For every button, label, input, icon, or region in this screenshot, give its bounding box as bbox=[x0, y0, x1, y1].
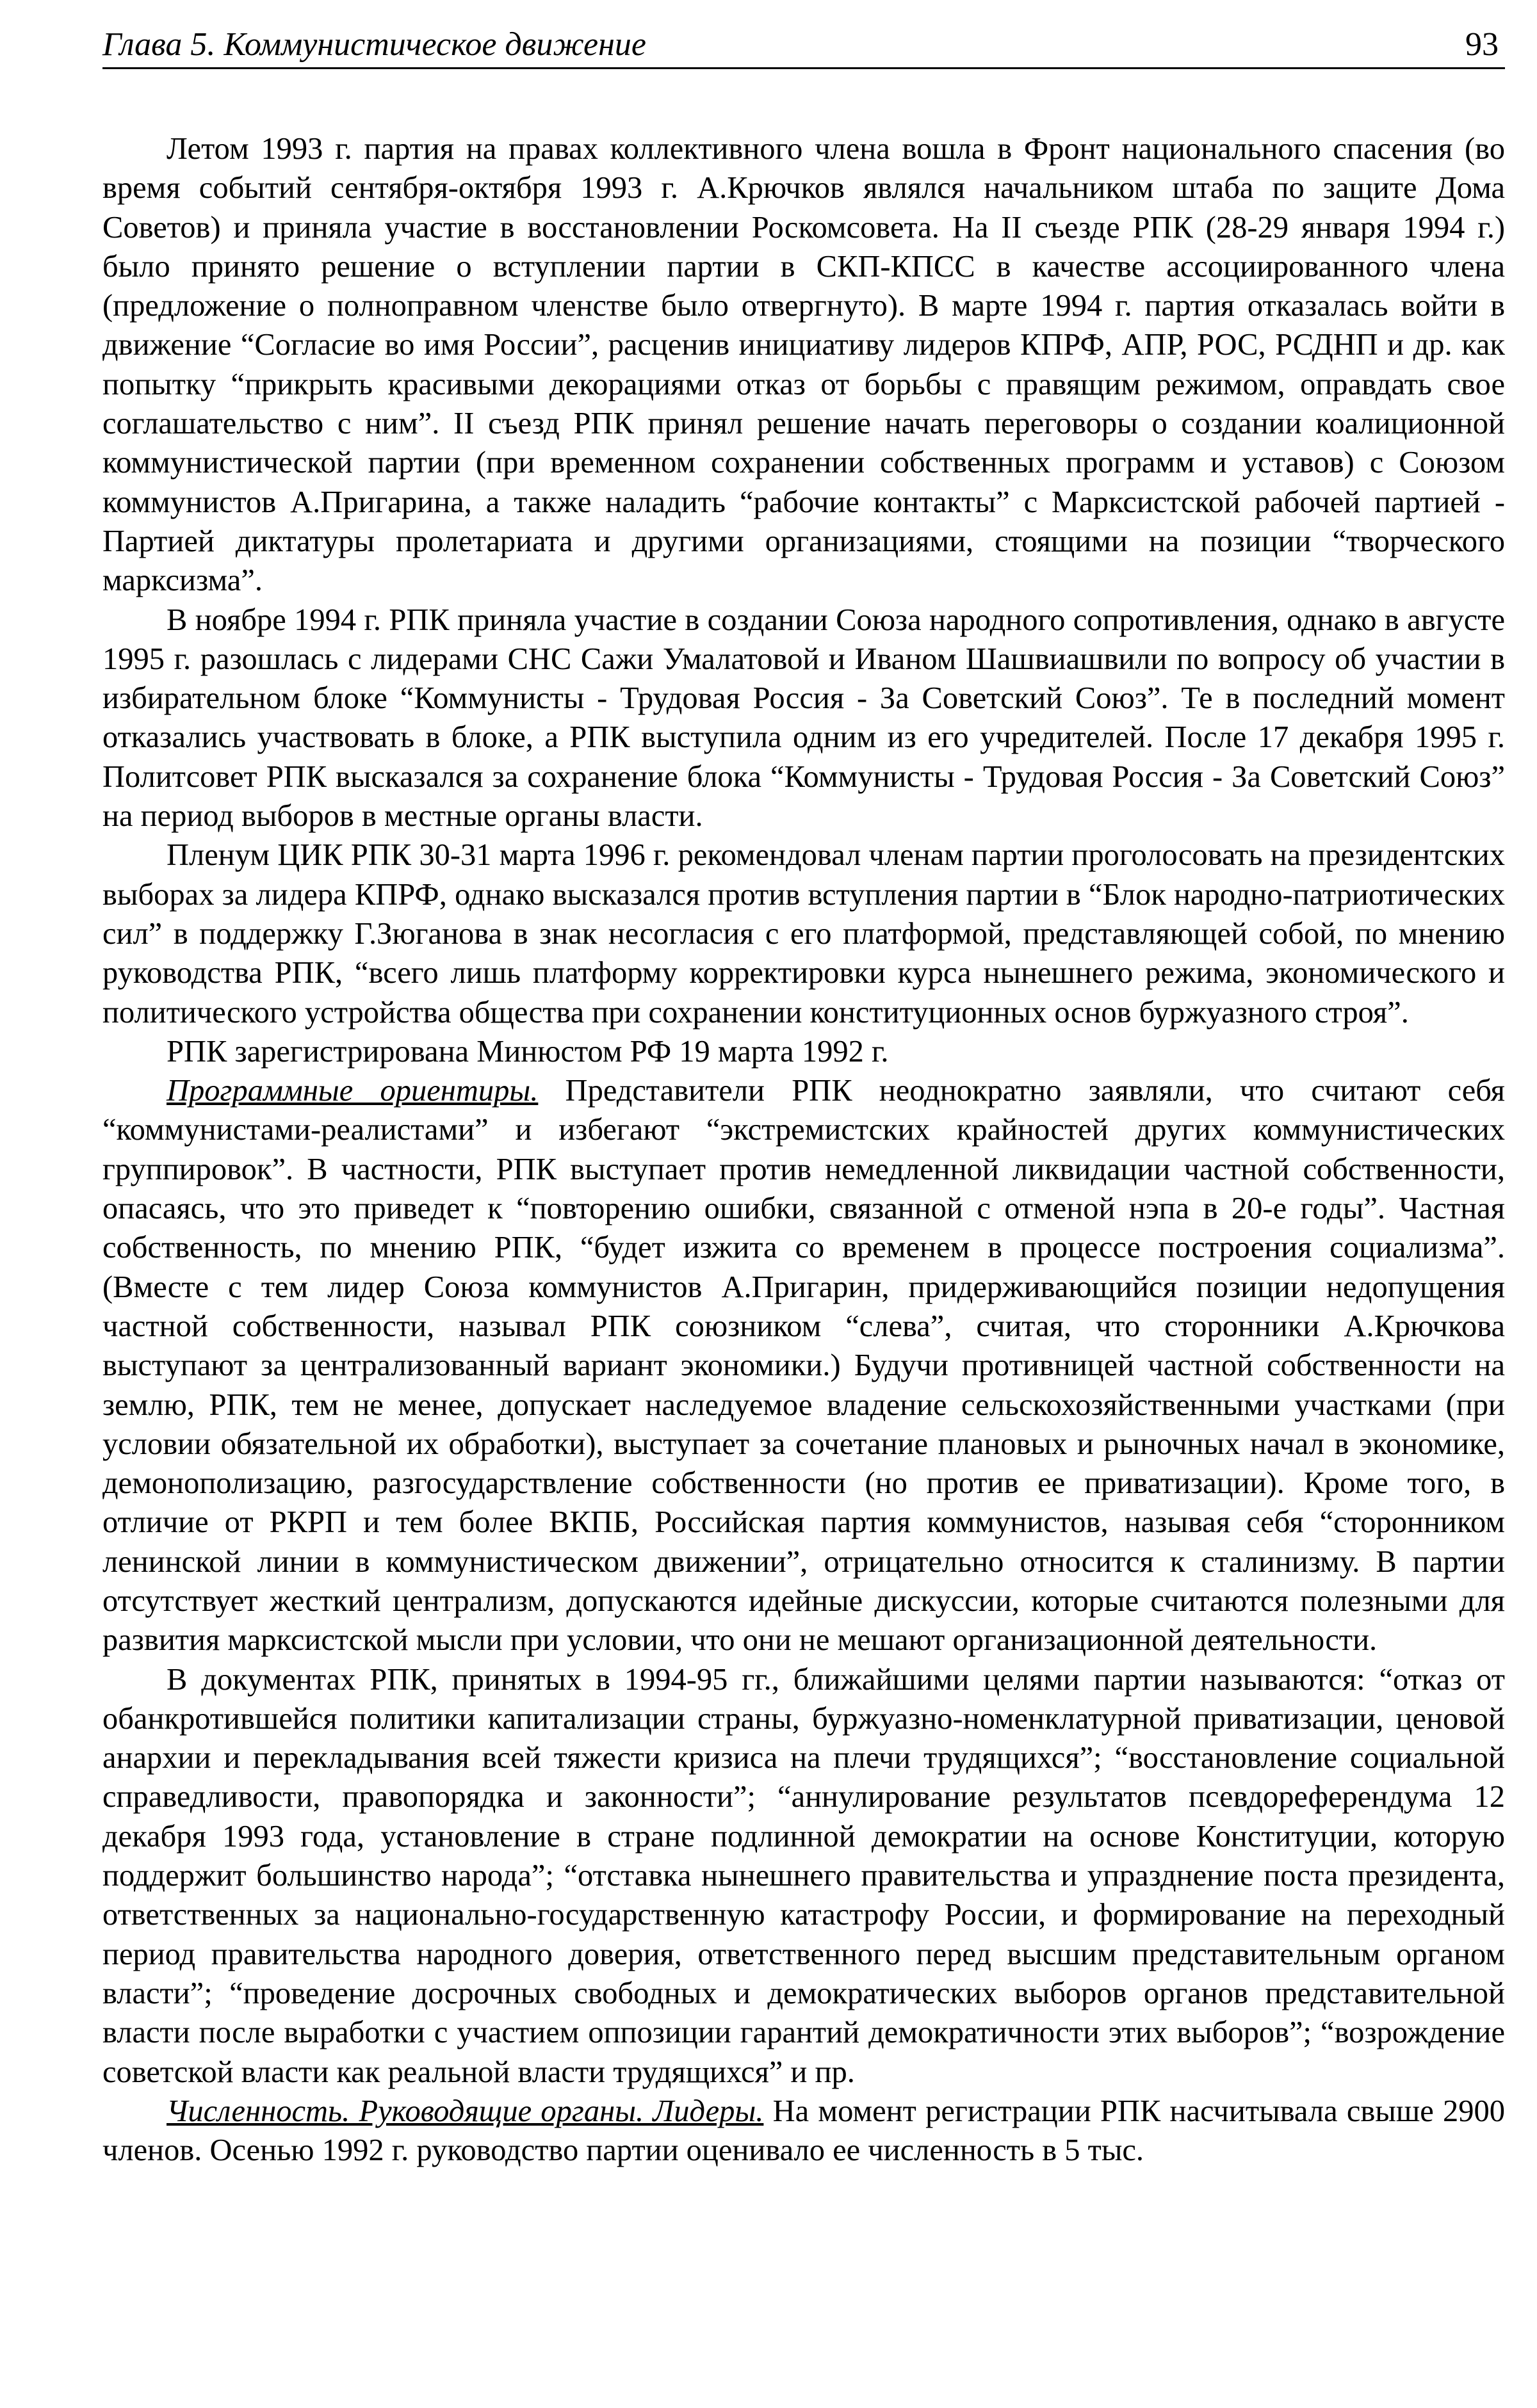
paragraph bbox=[102, 836, 1505, 1031]
paragraph bbox=[102, 1660, 1505, 2092]
paragraph bbox=[102, 1071, 1505, 1660]
paragraph-text: На момент регистрации РПК насчитывала свыше 2900 членов. Осенью 1992 г. руководство партии оценивало ее численность в 5 тыс. bbox=[102, 2094, 1506, 2168]
paragraph bbox=[102, 1032, 1505, 1071]
body-text bbox=[102, 129, 1505, 2170]
paragraph-text: В ноябре 1994 г. РПК приняла участие в создании Союза народного сопротивления, однако в августе 1995 г. разошлась с лидерами СНС Сажи Умалатовой и Иваном Шашвиашвили по вопросу об участии в избирательном блоке “Коммунисты - Трудовая Россия - За Советский Союз”. Те в последний момент отказались участвовать в блоке, а РПК выступила одним из его учредителей. После 17 декабря 1995 г. Политсовет РПК высказался за сохранение блока “Коммунисты - Трудовая Россия - За Советский Союз” на период выборов в местные органы власти. bbox=[102, 602, 1505, 834]
chapter-title: Глава 5. Коммунистическое движение bbox=[102, 26, 647, 63]
paragraph-text: РПК зарегистрирована Минюстом РФ 19 марта 1992 г. bbox=[167, 1034, 889, 1069]
paragraph-text: Пленум ЦИК РПК 30-31 марта 1996 г. рекомендовал членам партии проголосовать на президентских выборах за лидера КПРФ, однако высказался против вступления партии в “Блок народно-патриотических сил” в поддержку Г.Зюганова в знак несогласия с его платформой, представляющей собой, по мнению руководства РПК, “всего лишь платформу корректировки курса нынешнего режима, экономического и политического устройства общества при сохранении конституционных основ буржуазного строя”. bbox=[102, 838, 1505, 1030]
page-number: 93 bbox=[1465, 26, 1499, 63]
paragraph-text: В документах РПК, принятых в 1994-95 гг., ближайшими целями партии называются: “отказ от обанкротившейся политики капитализации страны, буржуазно-номенклатурной приватизации, ценовой анархии и перекладывания всей тяжести кризиса на плечи трудящихся”; “восстановление социальной справедливости, правопорядка и законности”; “аннулирование результатов псевдореферендума 12 декабря 1993 года, установление в стране подлинной демократии на основе Конституции, которую поддержит большинство народа”; “отставка нынешнего правительства и упразднение поста президента, ответственных за национально-государственную катастрофу России, и формирование на переходный период правительства народного доверия, ответственного перед высшим представительным органом власти”; “проведение досрочных свободных и демократических выборов органов представительной власти после выработки с участием оппозиции гарантий демократичности этих выборов”; “возрождение советской власти как реальной власти трудящихся” и пр. bbox=[102, 1662, 1505, 2089]
book-page bbox=[102, 26, 1505, 2170]
paragraph bbox=[102, 2092, 1505, 2170]
paragraph-text: Представители РПК неоднократно заявляли, что считают себя “коммунистами-реалистами” и избегают “экстремистских крайностей других коммунистических группировок”. В частности, РПК выступает против немедленной ликвидации частной собственности, опасаясь, что это приведет к “повторению ошибки, связанной с отменой нэпа в 20-е годы”. Частная собственность, по мнению РПК, “будет изжита со временем в процессе построения социализма”. (Вместе с тем лидер Союза коммунистов А.Пригарин, придерживающийся позиции недопущения частной собственности, называл РПК союзником “слева”, считая, что сторонники А.Крючкова выступают за централизованный вариант экономики.) Будучи противницей частной собственности на землю, РПК, тем не менее, допускает наследуемое владение сельскохозяйственными участками (при условии обязательной их обработки), выступает за сочетание плановых и рыночных начал в экономике, демонополизацию, разгосударствление собственности (но против ее приватизации). Кроме того, в отличие от РКРП и тем более ВКПБ, Российская партия коммунистов, называя себя “сторонником ленинской линии в коммунистическом движении”, отрицательно относится к сталинизму. В партии отсутствует жесткий централизм, допускаются идейные дискуссии, которые считаются полезными для развития марксистской мысли при условии, что они не мешают организационной деятельности. bbox=[102, 1074, 1505, 1658]
paragraph bbox=[102, 129, 1505, 601]
paragraph bbox=[102, 601, 1505, 836]
section-lead: Программные ориентиры. bbox=[167, 1074, 539, 1108]
running-header bbox=[102, 26, 1505, 69]
paragraph-text: Летом 1993 г. партия на правах коллективного члена вошла в Фронт национального спасения (во время событий сентября-октября 1993 г. А.Крючков являлся начальником штаба по защите Дома Советов) и приняла участие в восстановлении Роскомсовета. На II съезде РПК (28-29 января 1994 г.) было принято решение о вступлении партии в СКП-КПСС в качестве ассоциированного члена (предложение о полноправном членстве было отвергнуто). В марте 1994 г. партия отказалась войти в движение “Согласие во имя России”, расценив инициативу лидеров КПРФ, АПР, РОС, РСДНП и др. как попытку “прикрыть красивыми декорациями отказ от борьбы с правящим режимом, оправдать свое соглашательство с ним”. II съезд РПК принял решение начать переговоры о создании коалиционной коммунистической партии (при временном сохранении собственных программ и уставов) с Союзом коммунистов А.Пригарина, а также наладить “рабочие контакты” с Марксистской рабочей партией - Партией диктатуры пролетариата и другими организациями, стоящими на позиции “творческого марксизма”. bbox=[102, 132, 1505, 598]
section-lead: Численность. Руководящие органы. Лидеры. bbox=[167, 2094, 764, 2128]
